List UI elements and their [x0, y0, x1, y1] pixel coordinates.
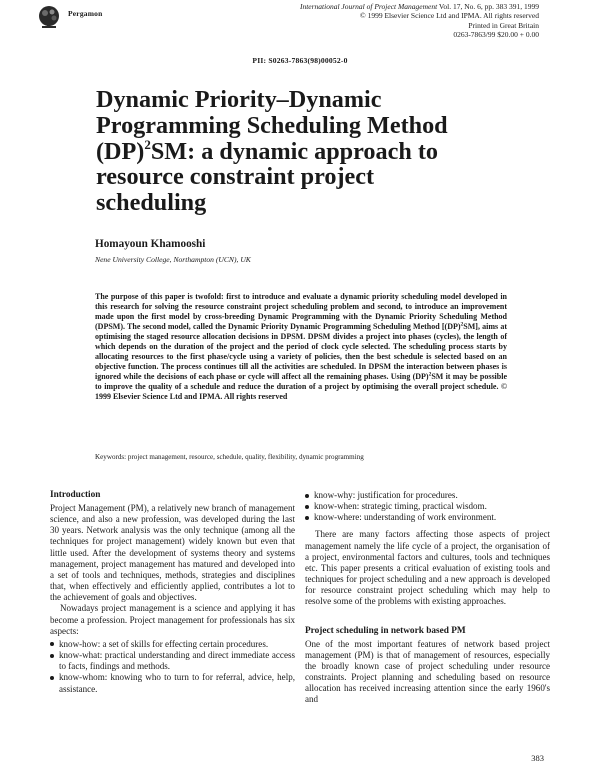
- bullet-icon: [50, 676, 54, 680]
- section-2-paragraph-1: One of the most important features of network based project management (PM) is that of management of resources, especially the broadly known case of project scheduling under resource constraints. Project planning and scheduling based on resource allocation has received increasing attention since the early 1960's and: [305, 638, 550, 705]
- list-item: [305, 512, 550, 523]
- title-line-3-post: SM: a dynamic approach to: [150, 137, 438, 165]
- elsevier-tree-logo-icon: [35, 5, 63, 29]
- title-line-1: Dynamic Priority–Dynamic: [96, 86, 382, 113]
- bullet-icon: [305, 494, 309, 498]
- journal-citation: [239, 2, 539, 11]
- keywords: Keywords: project management, resource, schedule, quality, flexibility, dynamic programming: [95, 453, 364, 461]
- title-line-4: resource constraint project: [96, 163, 375, 191]
- abstract-superscript-2: 2: [428, 371, 432, 378]
- abstract-superscript-1: 2: [460, 321, 464, 328]
- bullet-icon: [50, 642, 54, 646]
- list-item: [305, 490, 550, 501]
- journal-info: [239, 2, 539, 40]
- paper-title: [96, 87, 536, 216]
- intro-paragraph-2: Nowadays project management is a science and applying it has become a profession. Project management for professionals has six aspects:: [50, 603, 295, 636]
- list-item: [50, 639, 295, 650]
- journal-volume: Vol. 17, No. 6, pp. 383 391, 1999: [437, 2, 539, 11]
- copyright-line: © 1999 Elsevier Science Ltd and IPMA. All rights reserved: [360, 11, 539, 21]
- title-line-5: scheduling: [96, 189, 207, 217]
- intro-paragraph-3: There are many factors affecting those aspects of project management namely the life cycle of a project, the organisation of a project, environmental factors and cultures, tools and techniques etc. This paper presents a critical evaluation of existing tools and techniques for project scheduling and a new approach is developed for resource constraint project scheduling which may help to resolve some of the problems with existing approaches.: [305, 529, 550, 607]
- list-item: [305, 501, 550, 512]
- abstract-part-1: The purpose of this paper is twofold: first to introduce and evaluate a dynamic priority scheduling model developed in this research for solving the resource constraint project scheduling problem and second, to introduce an improvement made upon the first model by cross-breeding Dynamic Programming with the Dynamic Priority Scheduling Method (DPSM). The second model, called the Dynamic Priority Dynamic Programming Scheduling Method [(DP): [95, 292, 507, 331]
- list-item-text: know-whom: knowing who to turn to for referral, advice, help, assistance.: [59, 672, 295, 694]
- section-spacer: [305, 608, 550, 626]
- aspects-list-left: [50, 639, 295, 695]
- bullet-icon: [305, 505, 309, 509]
- introduction-heading: Introduction: [50, 490, 101, 500]
- right-column: [305, 490, 550, 706]
- list-item-text: know-why: justification for procedures.: [314, 490, 458, 500]
- title-superscript: 2: [144, 136, 151, 152]
- section-2-heading: Project scheduling in network based PM: [305, 625, 466, 636]
- pii-identifier: PII: S0263-7863(98)00052-0: [252, 56, 348, 65]
- author-name: Homayoun Khamooshi: [95, 238, 206, 250]
- journal-name: International Journal of Project Management: [299, 2, 438, 11]
- intro-paragraph-1: Project Management (PM), a relatively new branch of management science, and also a new profession, was developed during the last 30 years. Network analysis was the only technique (among all the techniques for project management) widely known but even that little used. After the development of systems theory and systems management, project management has matured and developed into a set of tools and techniques, methods, strategies and disciplines that, when effectively and efficiently applied, contributes a lot to the achievement of goals and objectives.: [50, 503, 295, 603]
- printed-line: Printed in Great Britain: [468, 20, 539, 30]
- bullet-icon: [50, 654, 54, 658]
- page-number: 383: [531, 753, 544, 763]
- author-affiliation: Nene University College, Northampton (UCN), UK: [95, 255, 251, 264]
- abstract: [95, 292, 507, 402]
- list-item: [50, 672, 295, 694]
- left-column: [50, 490, 295, 695]
- issn-line: 0263-7863/99 $20.00 + 0.00: [453, 30, 539, 40]
- title-line-3-pre: (DP): [96, 137, 145, 165]
- list-item-text: know-when: strategic timing, practical wisdom.: [314, 501, 487, 512]
- abstract-part-2: SM], aims at optimising the staged resource allocation decisions in DPSM. DPSM divides a project into phases (cycles), the length of which depends on the duration of the project and the period of clock cycle selected. The scheduling process starts by allocating resources to the first phase/cycle using a variety of policies, then the best schedule is selected based on an objective function. The process continues till all the activities are scheduled. In DPSM the interaction between phases is ignored while the decisions of each phase or cycle will affect all the remaining phases. Using (DP): [95, 322, 507, 381]
- aspects-list-right: [305, 490, 550, 523]
- list-item-text: know-how: a set of skills for effecting certain procedures.: [59, 638, 269, 649]
- abstract-part-3: SM it may be possible to improve the quality of a schedule and reduce the duration of a project by optimising the overall project schedule. © 1999 Elsevier Science Ltd and IPMA. All rights reserved: [95, 372, 508, 401]
- title-line-2: Programming Scheduling Method: [96, 111, 448, 139]
- bullet-icon: [305, 516, 309, 520]
- publisher-name: Pergamon: [68, 9, 103, 18]
- list-item-text: know-where: understanding of work environment.: [314, 512, 497, 523]
- list-item-text: know-what: practical understanding and direct immediate access to facts, findings and methods.: [59, 650, 295, 672]
- list-item: [50, 650, 295, 672]
